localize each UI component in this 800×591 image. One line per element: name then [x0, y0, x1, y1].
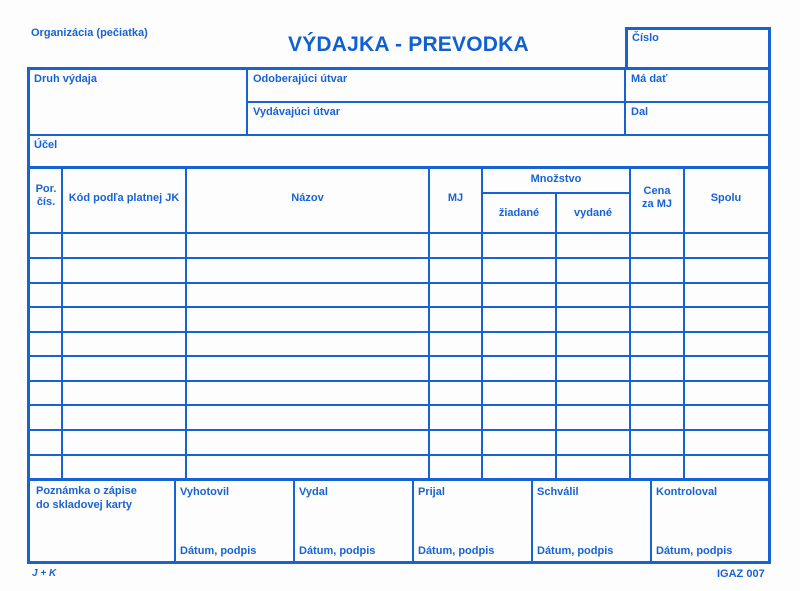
table-row[interactable]	[30, 259, 768, 283]
prijal-label: Prijal	[418, 486, 445, 498]
vyhotovil-date-signature-label: Dátum, podpis	[180, 545, 257, 557]
vydavajuci-utvar-label: Vydávajúci útvar	[253, 106, 341, 118]
col-header-cena-line1: Cena	[643, 185, 671, 197]
table-row[interactable]	[30, 406, 768, 430]
ucel-label: Účel	[34, 139, 58, 151]
prijal-date-signature-label: Dátum, podpis	[418, 545, 495, 557]
divider	[625, 27, 628, 69]
kontroloval-date-signature-label: Dátum, podpis	[656, 545, 733, 557]
druh-vydaja-label: Druh výdaja	[34, 73, 97, 85]
table-body	[30, 234, 768, 479]
table-row[interactable]	[30, 333, 768, 356]
col-header-cena-line2: za MJ	[642, 198, 672, 210]
table-row[interactable]	[30, 431, 768, 454]
dal-label: Dal	[631, 106, 649, 118]
table-top-border	[29, 166, 769, 169]
table-row[interactable]	[30, 357, 768, 381]
table-row[interactable]	[30, 234, 768, 258]
vydal-date-signature-label: Dátum, podpis	[299, 545, 376, 557]
schvalil-date-signature-label: Dátum, podpis	[537, 545, 614, 557]
kontroloval-label: Kontroloval	[656, 486, 718, 498]
schvalil-label: Schválil	[537, 486, 579, 498]
col-header-por-line2: čís.	[36, 196, 56, 208]
vydal-label: Vydal	[299, 486, 328, 498]
col-header-mnozstvo: Množstvo	[530, 173, 582, 185]
divider	[768, 27, 771, 69]
col-header-por-line1: Por.	[35, 183, 57, 195]
col-header-kod: Kód podľa platnej JK	[68, 192, 180, 204]
divider	[625, 27, 771, 30]
frame-bottom	[27, 561, 771, 564]
ma-dat-label: Má dať	[631, 73, 668, 85]
ucel-field[interactable]	[30, 136, 768, 166]
vyhotovil-label: Vyhotovil	[180, 486, 230, 498]
table-row[interactable]	[30, 456, 768, 479]
form-code: IGAZ 007	[717, 568, 765, 580]
col-header-por	[30, 183, 62, 209]
table-row[interactable]	[30, 284, 768, 307]
col-header-nazov: Názov	[291, 192, 324, 204]
col-header-mj: MJ	[447, 192, 464, 204]
col-header-spolu: Spolu	[710, 192, 742, 204]
table-row[interactable]	[30, 382, 768, 405]
table-row[interactable]	[30, 308, 768, 332]
publisher-mark: J + K	[32, 568, 57, 579]
poznamka-label-line2: do skladovej karty	[36, 499, 132, 511]
col-header-ziadane: žiadané	[498, 207, 540, 219]
organization-stamp-label: Organizácia (pečiatka)	[31, 27, 148, 39]
col-header-vydane: vydané	[574, 207, 612, 219]
odoberajuci-utvar-label: Odoberajúci útvar	[253, 73, 348, 85]
poznamka-label-line1: Poznámka o zápise	[36, 485, 137, 497]
cislo-label: Číslo	[632, 32, 659, 44]
frame-right	[768, 67, 771, 564]
form-title: VÝDAJKA - PREVODKA	[288, 33, 529, 56]
col-header-cena	[630, 185, 684, 211]
